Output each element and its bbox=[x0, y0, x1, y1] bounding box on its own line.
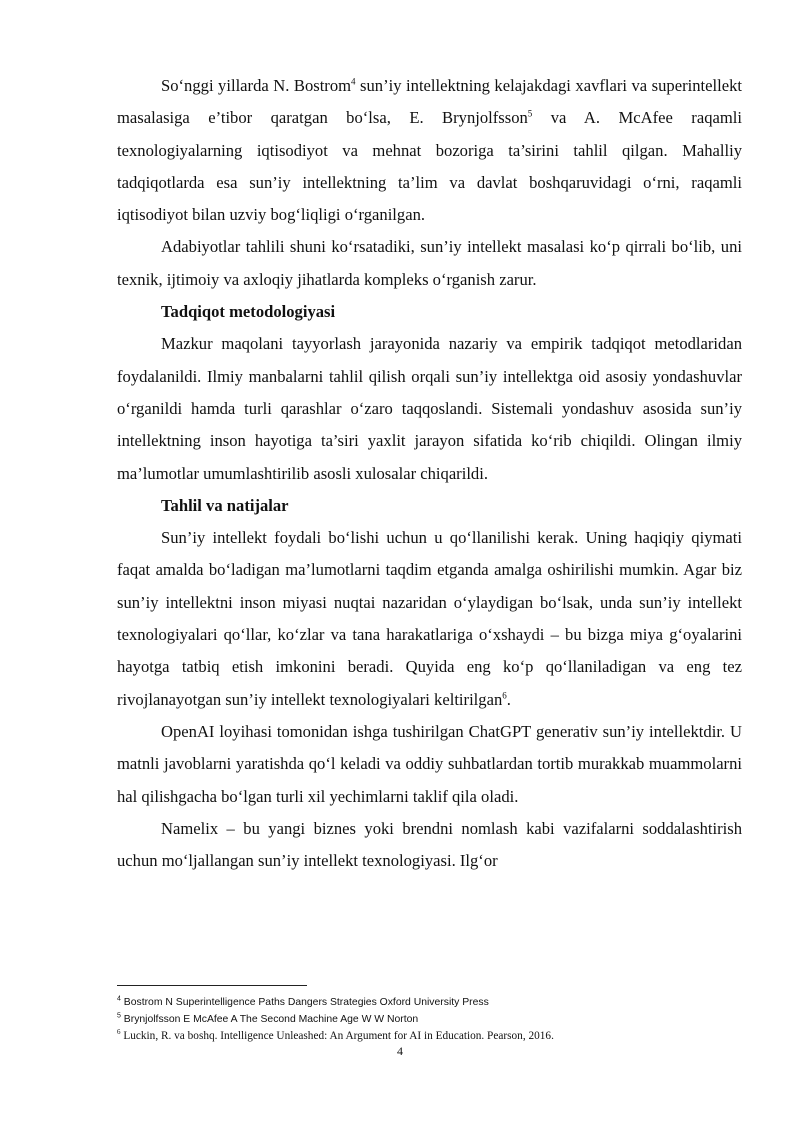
footnote-separator bbox=[117, 985, 307, 986]
footnotes bbox=[117, 995, 742, 1045]
footnote-text: Brynjolfsson E McAfee A The Second Machine Age W W Norton bbox=[123, 1013, 419, 1025]
text-run: Namelix – bu yangi biznes yoki brendni nomlash kabi vazifalarni soddalashtirish uchun mo‘ljallangan sun’iy intellekt texnologiyasi. Ilg‘or bbox=[117, 818, 742, 871]
paragraph bbox=[117, 70, 742, 231]
text-run: Tahlil va natijalar bbox=[161, 495, 289, 515]
footnote-number: 5 bbox=[117, 1012, 121, 1020]
body-text bbox=[117, 70, 742, 877]
footnote-reference: 5 bbox=[527, 108, 533, 119]
footnote-text: Luckin, R. va boshq. Intelligence Unleashed: An Argument for AI in Education. Pearson, 2016. bbox=[123, 1030, 554, 1043]
section-heading bbox=[117, 296, 742, 328]
text-run: . bbox=[506, 689, 511, 709]
footnote bbox=[117, 995, 742, 1012]
text-run: Tadqiqot metodologiyasi bbox=[161, 302, 336, 322]
text-run: Mazkur maqolani tayyorlash jarayonida nazariy va empirik tadqiqot metodlaridan foydalanildi. Ilmiy manbalarni tahlil qilish orqali sun’iy intellektga oid asosiy yondashuvlar o‘rganildi hamda turli qarashlar o‘zaro taqqoslandi. Sistemali yondashuv asosida sun’iy intellektning inson hayotiga ta’siri yaxlit jarayon sifatida ko‘rib chiqildi. Olingan ilmiy ma’lumotlar umumlashtirilib asosli xulosalar chiqarildi. bbox=[117, 334, 742, 483]
paragraph bbox=[117, 522, 742, 716]
footnote-number: 4 bbox=[117, 995, 121, 1003]
text-run: Adabiyotlar tahlili shuni ko‘rsatadiki, sun’iy intellekt masalasi ko‘p qirrali bo‘lib, uni texnik, ijtimoiy va axloqiy jihatlarda kompleks o‘rganish zarur. bbox=[117, 237, 742, 289]
text-run: Sun’iy intellekt foydali bo‘lishi uchun u qo‘llanilishi kerak. Uning haqiqiy qiymati faqat amalda bo‘ladigan ma’lumotlarni taqdim etganda amalga oshirilishi mumkin. Agar biz sun’iy intellektni inson miyasi nuqtai nazaridan o‘ylaydigan bo‘lsak, unda sun’iy intellekt texnologiyalari qo‘llar, ko‘zlar va tana harakatlariga o‘xshaydi – bu bizga miya g‘oyalarini hayotga tatbiq etish imkonini beradi. Quyida eng ko‘p qo‘llaniladigan va eng tez rivojlanayotgan sun’iy intellekt texnologiyalari keltirilgan bbox=[117, 528, 742, 709]
footnote bbox=[117, 1012, 742, 1029]
text-run: OpenAI loyihasi tomonidan ishga tushirilgan ChatGPT generativ sun’iy intellektdir. U matnli javoblarni yaratishda qo‘l keladi va oddiy suhbatlardan tortib murakkab muammolarni hal qilishgacha bo‘lgan turli xil yechimlarni taklif qila oladi. bbox=[117, 721, 742, 806]
text-run: So‘nggi yillarda N. Bostrom bbox=[161, 76, 352, 95]
paragraph bbox=[117, 813, 742, 878]
footnote bbox=[117, 1028, 742, 1045]
paragraph bbox=[117, 328, 742, 489]
text-run: va A. McAfee raqamli texnologiyalarning iqtisodiyot va mehnat bozoriga ta’sirini tahlil qilgan. Mahalliy tadqiqotlarda esa sun’iy intellektning ta’lim va davlat boshqaruvidagi o‘rni, raqamli iqtisodiyot bilan uzviy bog‘liqligi o‘rganilgan. bbox=[117, 108, 742, 225]
paragraph bbox=[117, 231, 742, 296]
footnote-number: 6 bbox=[117, 1028, 121, 1037]
page-number: 4 bbox=[397, 1044, 403, 1058]
footnote-reference: 4 bbox=[351, 76, 356, 87]
text-run: sun’iy intellektning kelajakdagi xavflari va superintellekt masalasiga e’tibor qaratgan bo‘lsa, E. Brynjolfsson bbox=[117, 76, 742, 128]
section-heading bbox=[117, 490, 742, 522]
footnote-text: Bostrom N Superintelligence Paths Dangers Strategies Oxford University Press bbox=[123, 997, 489, 1008]
paragraph bbox=[117, 716, 742, 813]
footnote-reference: 6 bbox=[502, 690, 507, 701]
